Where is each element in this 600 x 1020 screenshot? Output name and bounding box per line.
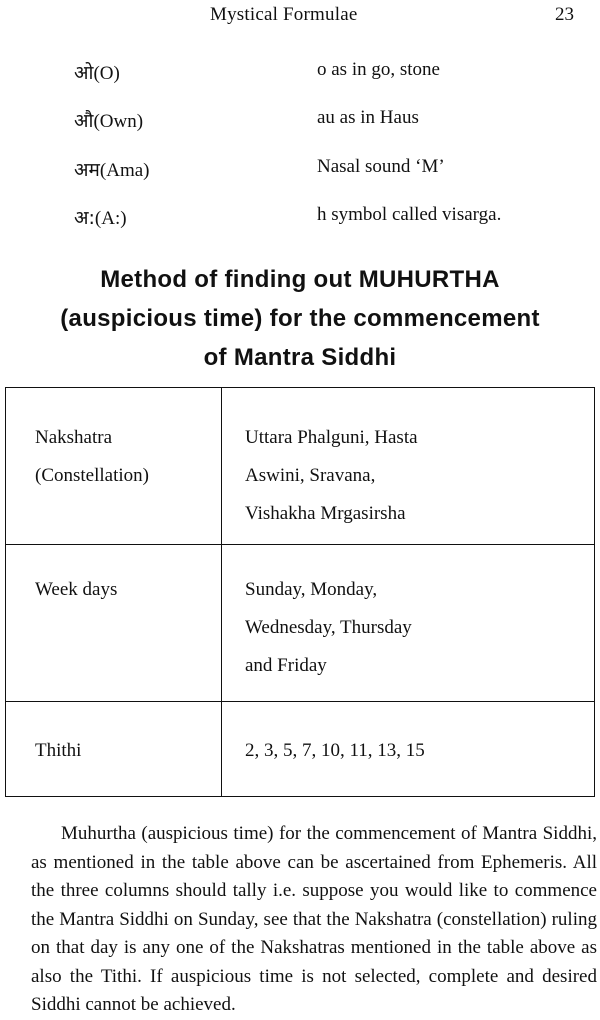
- section-heading: [0, 260, 600, 377]
- devanagari-letter: ओ: [74, 62, 94, 84]
- heading-line: of Mantra Siddhi: [203, 344, 397, 371]
- page-number: 23: [555, 4, 574, 25]
- row-value-cell: [222, 388, 595, 545]
- row-value: 2, 3, 5, 7, 10, 11, 13, 15: [245, 740, 425, 761]
- row-label: (Constellation): [35, 465, 149, 486]
- sound-description: Nasal sound ‘M’: [317, 156, 445, 177]
- muhurtha-table: [5, 387, 595, 797]
- sound-description: au as in Haus: [317, 107, 419, 128]
- heading-line: (auspicious time) for the commencement: [60, 305, 540, 332]
- row-label: Nakshatra: [35, 427, 113, 448]
- sound-symbol: [74, 107, 143, 133]
- table-row: [6, 388, 595, 545]
- row-value-cell: [222, 702, 595, 797]
- sound-row: [74, 59, 554, 93]
- devanagari-letter: औ: [74, 110, 94, 132]
- row-label-cell: [6, 388, 222, 545]
- row-value: and Friday: [245, 655, 327, 676]
- sound-description: h symbol called visarga.: [317, 204, 502, 225]
- sound-row: [74, 156, 554, 190]
- row-label-cell: [6, 702, 222, 797]
- row-value: Wednesday, Thursday: [245, 617, 412, 638]
- row-value: Uttara Phalguni, Hasta: [245, 427, 418, 448]
- roman-transliteration: (O): [93, 63, 120, 84]
- row-value: Sunday, Monday,: [245, 579, 378, 600]
- sound-symbol: [74, 204, 127, 230]
- row-value-cell: [222, 545, 595, 702]
- table-row: [6, 545, 595, 702]
- running-title: Mystical Formulae: [210, 4, 358, 25]
- roman-transliteration: (Own): [93, 111, 144, 132]
- body-paragraph: Muhurtha (auspicious time) for the commencement of Mantra Siddhi, as mentioned in the table above can be ascertained from Ephemeris. All the three columns should tally i.e. suppose you would like to commence the Mantra Siddhi on Sunday, see that the Nakshatra (constellation) ruling on that day is any one of the Nakshatras mentioned in the table above as also the Tithi. If auspicious time is not selected, complete and desired Siddhi cannot be achieved.: [31, 823, 597, 1015]
- devanagari-letter: अ:: [74, 207, 95, 229]
- sound-row: [74, 107, 554, 141]
- row-label: Thithi: [35, 740, 82, 761]
- roman-transliteration: (Ama): [99, 160, 150, 181]
- row-value: Aswini, Sravana,: [245, 465, 376, 486]
- heading-line: Method of finding out MUHURTHA: [100, 266, 500, 293]
- table-row: [6, 702, 595, 797]
- sound-description: o as in go, stone: [317, 59, 440, 80]
- roman-transliteration: (A:): [94, 208, 127, 229]
- row-label-cell: [6, 545, 222, 702]
- sound-row: [74, 204, 554, 238]
- sound-symbol: [74, 156, 149, 182]
- row-label: Week days: [35, 579, 118, 600]
- row-value: Vishakha Mrgasirsha: [245, 503, 406, 524]
- devanagari-letter: अम: [74, 159, 100, 181]
- sound-symbol: [74, 59, 120, 85]
